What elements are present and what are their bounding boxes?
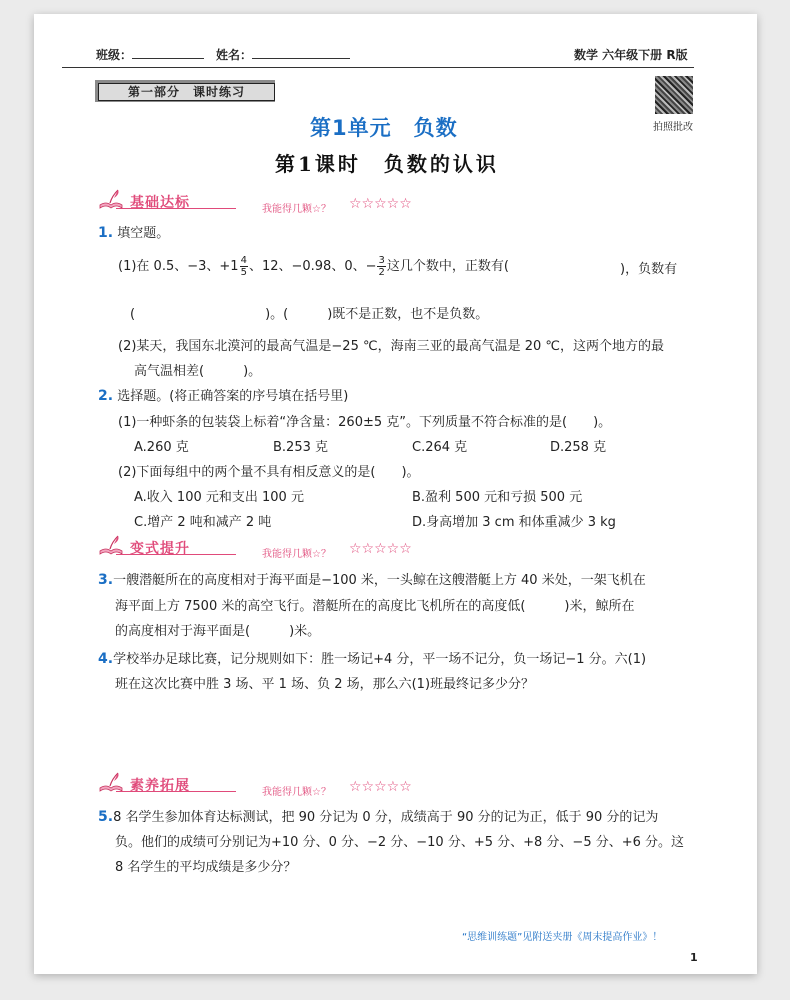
option-c[interactable]: C.增产 2 吨和减产 2 吨 <box>134 515 272 530</box>
section-title: 变式提升 <box>130 541 190 557</box>
option-a[interactable]: A.260 克 <box>134 440 189 455</box>
question-2-number: 2. <box>98 388 114 404</box>
question-1-title <box>98 222 169 241</box>
option-b[interactable]: B.253 克 <box>273 440 328 455</box>
question-4-text: 学校举办足球比赛，记分规则如下：胜一场记+4 分，平一场不记分，负一场记−1 分。六(1) <box>113 652 647 667</box>
question-1-text: 填空题。 <box>117 226 170 241</box>
option-d[interactable]: D.身高增加 3 cm 和体重减少 3 kg <box>412 515 616 530</box>
question-5-line-3: 8 名学生的平均成绩是多少分？ <box>115 860 297 875</box>
question-5-text: 8 名学生参加体育达标测试，把 90 分记为 0 分，成绩高于 90 分的记为正，低于 90 分的记为 <box>113 810 659 825</box>
question-1-number: 1. <box>98 225 114 241</box>
class-blank[interactable] <box>132 46 204 59</box>
question-3-line-2[interactable]: 海平面上方 7500 米的高空飞行。潜艇所在的高度比飞机所在的高度低( )米，鲸所在 <box>115 599 635 614</box>
q1-p1-text-c: 这几个数中，正数有( <box>386 259 509 274</box>
question-3-line-3[interactable]: 的高度相对于海平面是( )米。 <box>115 624 321 639</box>
page-number: 1 <box>690 951 698 964</box>
photo-grading-label: 拍照批改 <box>653 122 693 133</box>
question-2-part-2[interactable]: (2)下面每组中的两个量不具有相反意义的是( )。 <box>118 465 420 480</box>
part-label: 第一部分 课时练习 <box>98 83 275 101</box>
question-2-text: 选择题。(将正确答案的序号填在括号里) <box>117 389 349 404</box>
q1-p1-text-a: (1)在 0.5、−3、+1 <box>118 259 239 274</box>
question-1-part-1-end[interactable]: )，负数有 <box>620 262 678 277</box>
part-banner <box>95 80 275 102</box>
frac1-den: 5 <box>240 267 247 278</box>
rating-label: 我能得几颗☆？ <box>262 787 331 798</box>
section-title: 基础达标 <box>130 195 190 211</box>
question-4-line-1 <box>98 648 646 667</box>
footer-note: “思维训练题”见附送夹册《周末提高作业》！ <box>462 932 663 943</box>
book-info: 数学 六年级下册 R版 <box>574 48 688 62</box>
question-5-line-1 <box>98 806 658 825</box>
question-3-text: 一艘潜艇所在的高度相对于海平面是−100 米，一头鲸在这艘潜艇上方 40 米处，一架飞机在 <box>113 573 646 588</box>
rating-stars[interactable]: ☆☆☆☆☆ <box>349 541 412 557</box>
q1-p1-text-b: 、12、−0.98、0、− <box>248 259 377 274</box>
option-a[interactable]: A.收入 100 元和支出 100 元 <box>134 490 304 505</box>
question-3-number: 3. <box>98 572 114 588</box>
question-3-line-1 <box>98 569 646 588</box>
option-d[interactable]: D.258 克 <box>550 440 607 455</box>
section-extension <box>98 775 248 797</box>
option-c[interactable]: C.264 克 <box>412 440 468 455</box>
question-5-number: 5. <box>98 809 114 825</box>
question-4-number: 4. <box>98 651 114 667</box>
question-2-title <box>98 385 348 404</box>
rating-stars[interactable]: ☆☆☆☆☆ <box>349 196 412 212</box>
class-label: 班级： <box>96 48 133 62</box>
section-title: 素养拓展 <box>130 778 190 794</box>
unit-title: 第1单元 负数 <box>310 116 458 140</box>
qr-code-icon[interactable] <box>655 76 693 114</box>
name-blank[interactable] <box>252 46 350 59</box>
question-5-line-2: 负。他们的成绩可分别记为+10 分、0 分、−2 分、−10 分、+5 分、+8 分、−5 分、+6 分。这 <box>115 835 685 850</box>
fraction-three-halves <box>377 255 385 278</box>
question-1-part-2-line-2[interactable]: 高气温相差( )。 <box>134 364 262 379</box>
lesson-title: 第1课时 负数的认识 <box>275 152 499 176</box>
question-1-part-2-line-1: (2)某天，我国东北漠河的最高气温是−25 ℃，海南三亚的最高气温是 20 ℃，这两个地方的最 <box>118 339 664 354</box>
rating-label: 我能得几颗☆？ <box>262 204 331 215</box>
option-b[interactable]: B.盈利 500 元和亏损 500 元 <box>412 490 583 505</box>
answer-space-q4[interactable] <box>115 695 695 765</box>
section-basic <box>98 192 248 214</box>
fraction-four-fifths <box>240 255 248 278</box>
frac1-num: 4 <box>240 255 247 266</box>
class-field <box>96 46 204 63</box>
question-1-part-1 <box>118 255 509 278</box>
frac2-num: 3 <box>378 255 385 266</box>
section-variant <box>98 538 248 560</box>
rating-stars[interactable]: ☆☆☆☆☆ <box>349 779 412 795</box>
question-1-part-1-line-2[interactable]: ( )。( )既不是正数，也不是负数。 <box>130 307 489 322</box>
name-field <box>216 46 350 63</box>
answer-space-q5[interactable] <box>115 878 695 923</box>
question-4-line-2: 班在这次比赛中胜 3 场、平 1 场、负 2 场，那么六(1)班最终记多少分？ <box>115 677 535 692</box>
rating-label: 我能得几颗☆？ <box>262 549 331 560</box>
frac2-den: 2 <box>378 267 385 278</box>
name-label: 姓名： <box>216 48 253 62</box>
header-rule <box>62 67 694 68</box>
question-2-part-1[interactable]: (1)一种虾条的包装袋上标着“净含量：260±5 克”。下列质量不符合标准的是( )。 <box>118 415 612 430</box>
